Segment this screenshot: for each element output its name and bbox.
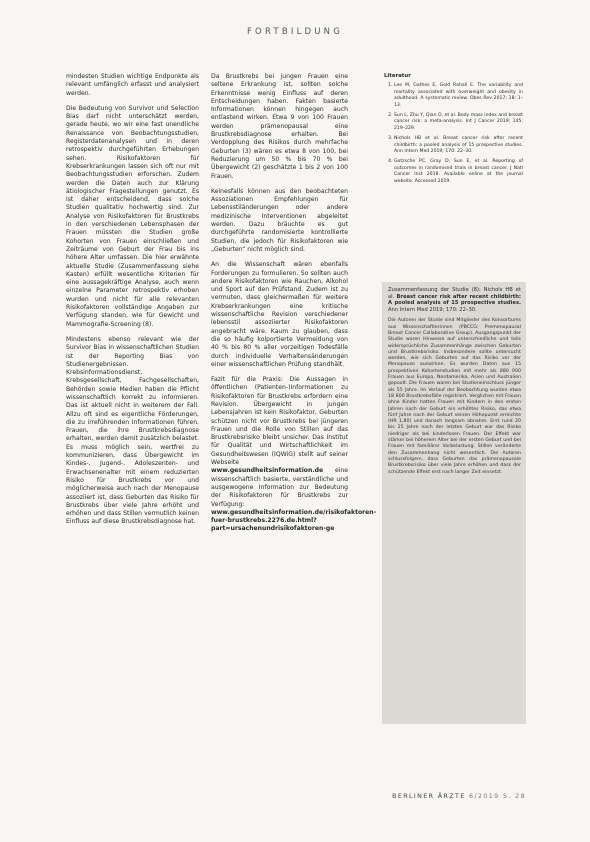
- study-summary-box: [382, 282, 526, 724]
- column-left: [66, 73, 199, 534]
- page-footer: [360, 793, 526, 800]
- reference-item: 2. Sun L, Zhu Y, Qian O, et al. Body mass index and breast cancer risk: a meta-analysis. Int J Cancer 2019; 145: 219–229.: [394, 113, 523, 132]
- box-heading: [388, 287, 521, 313]
- section-header: FORTBILDUNG: [246, 27, 344, 37]
- link-risikofaktoren[interactable]: www.gesundheitsinformation.de/risikofaktoren-fuer-brustkrebs.2276.de.html?part=ursachenundrisikofaktoren-ge: [211, 508, 377, 533]
- reference-item: 4. Gotzsche PC, Gray D, Sun E, et al. Reporting of outcomes in randomised trials in breast cancer. J Natl Cancer Inst 2018. Available online at the journal website. Accessed 2019.: [394, 159, 523, 185]
- paragraph: Mindestens ebenso relevant wie der Survivor Bias in wissenschaftlichen Studien ist der Reporting Bias von Studienergebnissen. Krebsinformationsdienst, Krebsgesellschaft, Fachgesellschaften, Behörden sowie Medien haben die Pflicht wissenschaftlich korrekt zu informieren. Das ist aktuell nicht in weiterem der Fall. Allzu oft sind es eigentliche Förderungen, die zu irreführenden Informationen führen. Frauen, die ihre Brustkrebsdiagnose erhalten, werden damit zusätzlich belastet. Es muss möglich sein, wertfrei zu kommunizieren, dass Übergewicht im Kindes-, Jugend-, Adoleszenten- und Erwachsenenalter mit einem reduzierten Risiko für Brustkrebs vor und möglicherweise auch nach der Menopause assoziiert ist, dass Geburten das Risiko für Brustkrebs über viele Jahre erhöht und erhöhen und dass Stillen vermutlich keinen Einfluss auf diese Brustkrebsdiagnose hat.: [66, 335, 199, 526]
- box-title: Zusammenfassung der Studie (8): Nichols HB et al.: [388, 287, 521, 300]
- reference-item: 1. Lee M, Gathes E, Gold Rahall E. The variability and mortality associated with overweight and obesity in adulthood. A systematic review. Obes Rev 2017; 18: 1–13.: [394, 83, 523, 109]
- conclusion-paragraph: [211, 376, 377, 534]
- paragraph: An die Wissenschaft wären ebenfalls Forderungen zu formulieren. So sollten auch andere Risikofaktoren wie Rauchen, Alkohol und Sport auf den Prüfstand. Zudem ist zu vermuten, dass gleichermaßen für weitere Krebserkrankungen eine kritische wissenschaftliche Revision verschiedener lebensstil assoziierter Risikofaktoren angebracht wäre. Kaum zu glauben, dass die so häufig kolportierte Vermeidung von 40 % bis 80 % aller vorzeitigen Todesfälle durch individuelle Verhaltensänderungen einer wissenschaftlichen Prüfung standhält.: [211, 261, 348, 368]
- paragraph: Keinesfalls können aus den beobachteten Assoziationen Empfehlungen für Lebensstiländerungen oder andere medizinische Interventionen abgeleitet werden. Dazu bräuchte es gut durchgeführte randomisierte kontrollierte Studien, die jedoch für Risikofaktoren wie „Geburten“ nicht möglich sind.: [211, 187, 348, 253]
- column-middle: [211, 73, 377, 541]
- journal-name: BERLINER ÄRZTE: [392, 793, 466, 800]
- issue-number: 6/2019 S. 28: [469, 793, 526, 800]
- conclusion-text-2: eine wissenschaftlich basierte, verständliche und ausgewogene Information zur Bedeutung der Risikofaktoren für Brustkrebs zur Verfügung:: [211, 467, 348, 508]
- reference-item: 3. Nichols HB et al. Breast cancer risk after recent childbirth: a pooled analysis of 15 prospective studies. Ann Intern Med 2019; 170: 22–30.: [394, 136, 523, 155]
- box-body: Die Autoren der Studie sind Mitglieder des Konsortiums aus Wissenschaftlerinnen (PBCCG: Premenopausal Breast Cancer Collaborative Group). Ausgangspunkt der Studie waren Hinweise auf unterschiedliche und teils widersprüchliche Zusammenhänge zwischen Geburten und Brustkrebsrisiko. Insbesondere sollte untersucht werden, wie sich Geburten auf das Risiko vor der Menopause auswirken. Es wurden Daten aus 15 prospektiven Kohortenstudien mit mehr als 880 000 Frauen aus Europa, Nordamerika, Asien und Australien gepoolt. Die Frauen waren bei Studieneinschluss jünger als 55 Jahre. Im Verlauf der Beobachtung wurden etwa 18 800 Brustkrebsfälle registriert. Verglichen mit Frauen ohne Kinder hatten Frauen mit Kindern in den ersten Jahren nach der Geburt ein erhöhtes Risiko, das etwa fünf Jahre nach der Geburt seinen Höhepunkt erreichte (HR 1,80) und danach langsam abnahm. Erst rund 20 bis 25 Jahre nach der letzten Geburt war das Risiko niedriger als bei kinderlosen Frauen. Der Effekt war stärker bei höherem Alter bei der ersten Geburt und bei Frauen mit familiärer Vorbelastung. Stillen veränderte den Zusammenhang nicht wesentlich. Die Autoren schlussfolgern, dass Geburten das prämenopausale Brustkrebsrisiko über viele Jahre erhöhen und dass der schützende Effekt erst nach langer Zeit einsetzt.: [388, 318, 521, 475]
- literature-title: Literatur: [384, 73, 411, 79]
- paragraph: Da Brustkrebs bei jungen Frauen eine seltene Erkrankung ist, sollten solche Erkenntnisse wenig Einfluss auf deren Entscheidungen haben. Fakten basierte Informationen können hingegen auch entlastend wirken. Etwa 9 von 100 Frauen werden prämenopausal eine Brustkrebsdiagnose erhalten. Bei Verdopplung des Risikos durch mehrfache Geburten (3) wären es etwa 8 von 100, bei Reduzierung um 50 % bis 70 % bei Übergewicht (2) geschätzte 1 bis 2 von 100 Frauen.: [211, 73, 348, 180]
- literature-section: [384, 73, 523, 189]
- box-citation: Ann Intern Med 2019; 170: 22–30.: [388, 306, 477, 313]
- link-gesundheitsinformation[interactable]: www.gesundheitsinformation.de: [211, 467, 324, 475]
- box-study-title: Breast cancer risk after recent childbirth: A pooled analysis of 15 prospective studies.: [388, 293, 521, 307]
- paragraph: mindesten Studien wichtige Endpunkte als relevant umfänglich erfasst und analysiert werden.: [66, 73, 199, 97]
- reference-list: [384, 83, 523, 185]
- paragraph: Die Bedeutung von Survivor und Selection Bias darf nicht unterschätzt werden, gerade heute, wo wir eine fast unendliche Renaissance von Beobachtungsstudien, Registerdatenanalysen und in deren retrospektiv durchgeführten Erhebungen sehen. Risikofaktoren für Krebserkrankungen lassen sich oft nur mit Beobachtungsstudien erforschen. Zudem werden die Daten auch zur Klärung ätiologischer Fragestellungen genutzt. Es ist daher entscheidend, dass solche Studien qualitativ hochwertig sind. Zur Analyse von Risikofaktoren für Brustkrebs in den verschiedenen Lebensphasen der Frauen müssten die Studien große Kohorten von Frauen einschließen und Zeiträume von Geburt der Frau bis ins höhere Alter umfassen. Die hier erwähnte aktuelle Studie (Zusammenfassung siehe Kasten) erfüllt wesentliche Kriterien für eine aussagekräftige Analyse, auch wenn einzelne Parameter retrospektiv erhoben wurden und nicht für alle relevanten Risikofaktoren vollständige Angaben zur Verfügung standen, wie für Gewicht und Mammografie-Screening (8).: [66, 104, 199, 328]
- conclusion-text: Fazit für die Praxis: Die Aussagen in öffentlichen (Patienten-)Informationen zu Risikofaktoren für Brustkrebs erfordern eine Revision. Übergewicht in jungen Lebensjahren ist kein Risikofaktor, Geburten schützen nicht vor Brustkrebs bei jüngeren Frauen und die Rolle von Stillen auf das Brustkrebsrisiko bleibt unsicher. Das Institut für Qualität und Wirtschaftlichkeit im Gesundheitswesen (IQWiG) stellt auf seiner Webseite: [211, 376, 348, 467]
